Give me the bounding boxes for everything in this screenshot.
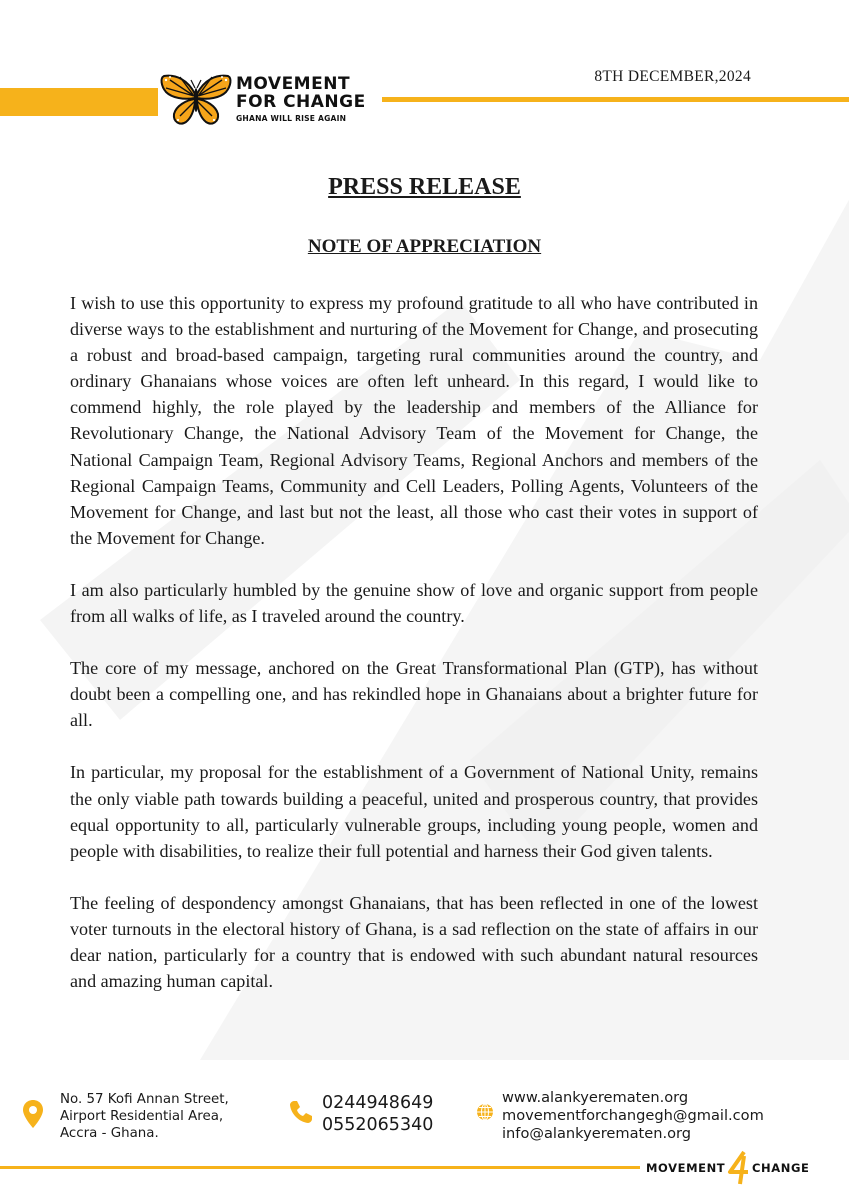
body-paragraph: The feeling of despondency amongst Ghanaians, that has been reflected in one of the lowest voter turnouts in the electoral history of Ghana, is a sad reflection on the state of affairs in our dear nation, particularly for a country that is endowed with such abundant natural resources and amazing human capital. <box>70 892 758 992</box>
document-subtitle: NOTE OF APPRECIATION <box>307 236 542 257</box>
phone-number[interactable]: 0552065340 <box>322 1114 434 1135</box>
footer-phones <box>322 1093 433 1136</box>
footer-web <box>502 1089 764 1143</box>
logo-wordmark <box>236 75 366 124</box>
website-link[interactable]: www.alankyerematen.org <box>502 1089 689 1106</box>
logo-tagline: GHANA WILL RISE AGAIN <box>236 114 347 123</box>
address-line: Airport Residential Area, <box>60 1109 224 1124</box>
location-pin-icon <box>22 1099 44 1129</box>
document-body <box>70 290 758 1020</box>
globe-icon <box>476 1103 494 1121</box>
address-line: Accra - Ghana. <box>60 1126 159 1141</box>
header-accent-bar <box>0 88 158 116</box>
address-line: No. 57 Kofi Annan Street, <box>60 1092 229 1107</box>
footer-address <box>60 1091 229 1142</box>
body-paragraph: I wish to use this opportunity to express my profound gratitude to all who have contributed in diverse ways to the establishment and nurturing of the Movement for Change, and prosecuting a robust and broad-based campaign, targeting rural communities around the country, and ordinary Ghanaians whose voices are often left unheard. In this regard, I would like to commend highly, the role played by the leadership and members of the Alliance for Revolutionary Change, the National Advisory Team of the Movement for Change, the National Campaign Team, Regional Advisory Teams, Regional Anchors and members of the Regional Campaign Teams, Community and Cell Leaders, Polling Agents, Volunteers of the Movement for Change, and last but not the least, all those who cast their votes in support of the Movement for Change. <box>70 293 758 548</box>
release-date: 8TH DECEMBER,2024 <box>594 68 751 85</box>
footer-logo-left: MOVEMENT <box>646 1161 726 1175</box>
footer-logo <box>646 1150 816 1186</box>
header-accent-line <box>382 97 849 102</box>
email-link[interactable]: movementforchangegh@gmail.com <box>502 1107 764 1124</box>
four-mark-icon <box>726 1150 754 1186</box>
body-paragraph: The core of my message, anchored on the Great Transformational Plan (GTP), has without doubt been a compelling one, and has rekindled hope in Ghanaians about a brighter future for all. <box>70 658 758 731</box>
body-paragraph: In particular, my proposal for the establishment of a Government of National Unity, remains the only viable path towards building a peaceful, united and prosperous country, that provides equal opportunity to all, particularly vulnerable groups, including young people, women and people with disabilities, to realize their full potential and harness their God given talents. <box>70 762 758 861</box>
footer-contact <box>0 1085 849 1145</box>
footer-accent-line <box>0 1166 640 1169</box>
document-title: PRESS RELEASE <box>328 174 521 200</box>
movement-for-change-logo <box>158 72 374 128</box>
email-link[interactable]: info@alankyerematen.org <box>502 1125 692 1142</box>
phone-number[interactable]: 0244948649 <box>322 1093 434 1113</box>
butterfly-icon <box>158 72 234 128</box>
logo-line-2: FOR CHANGE <box>236 92 366 112</box>
phone-icon <box>288 1099 314 1125</box>
body-paragraph: I am also particularly humbled by the genuine show of love and organic support from people from all walks of life, as I traveled around the country. <box>70 579 758 627</box>
logo-line-1: MOVEMENT <box>236 74 351 94</box>
footer-logo-right: CHANGE <box>752 1161 810 1175</box>
